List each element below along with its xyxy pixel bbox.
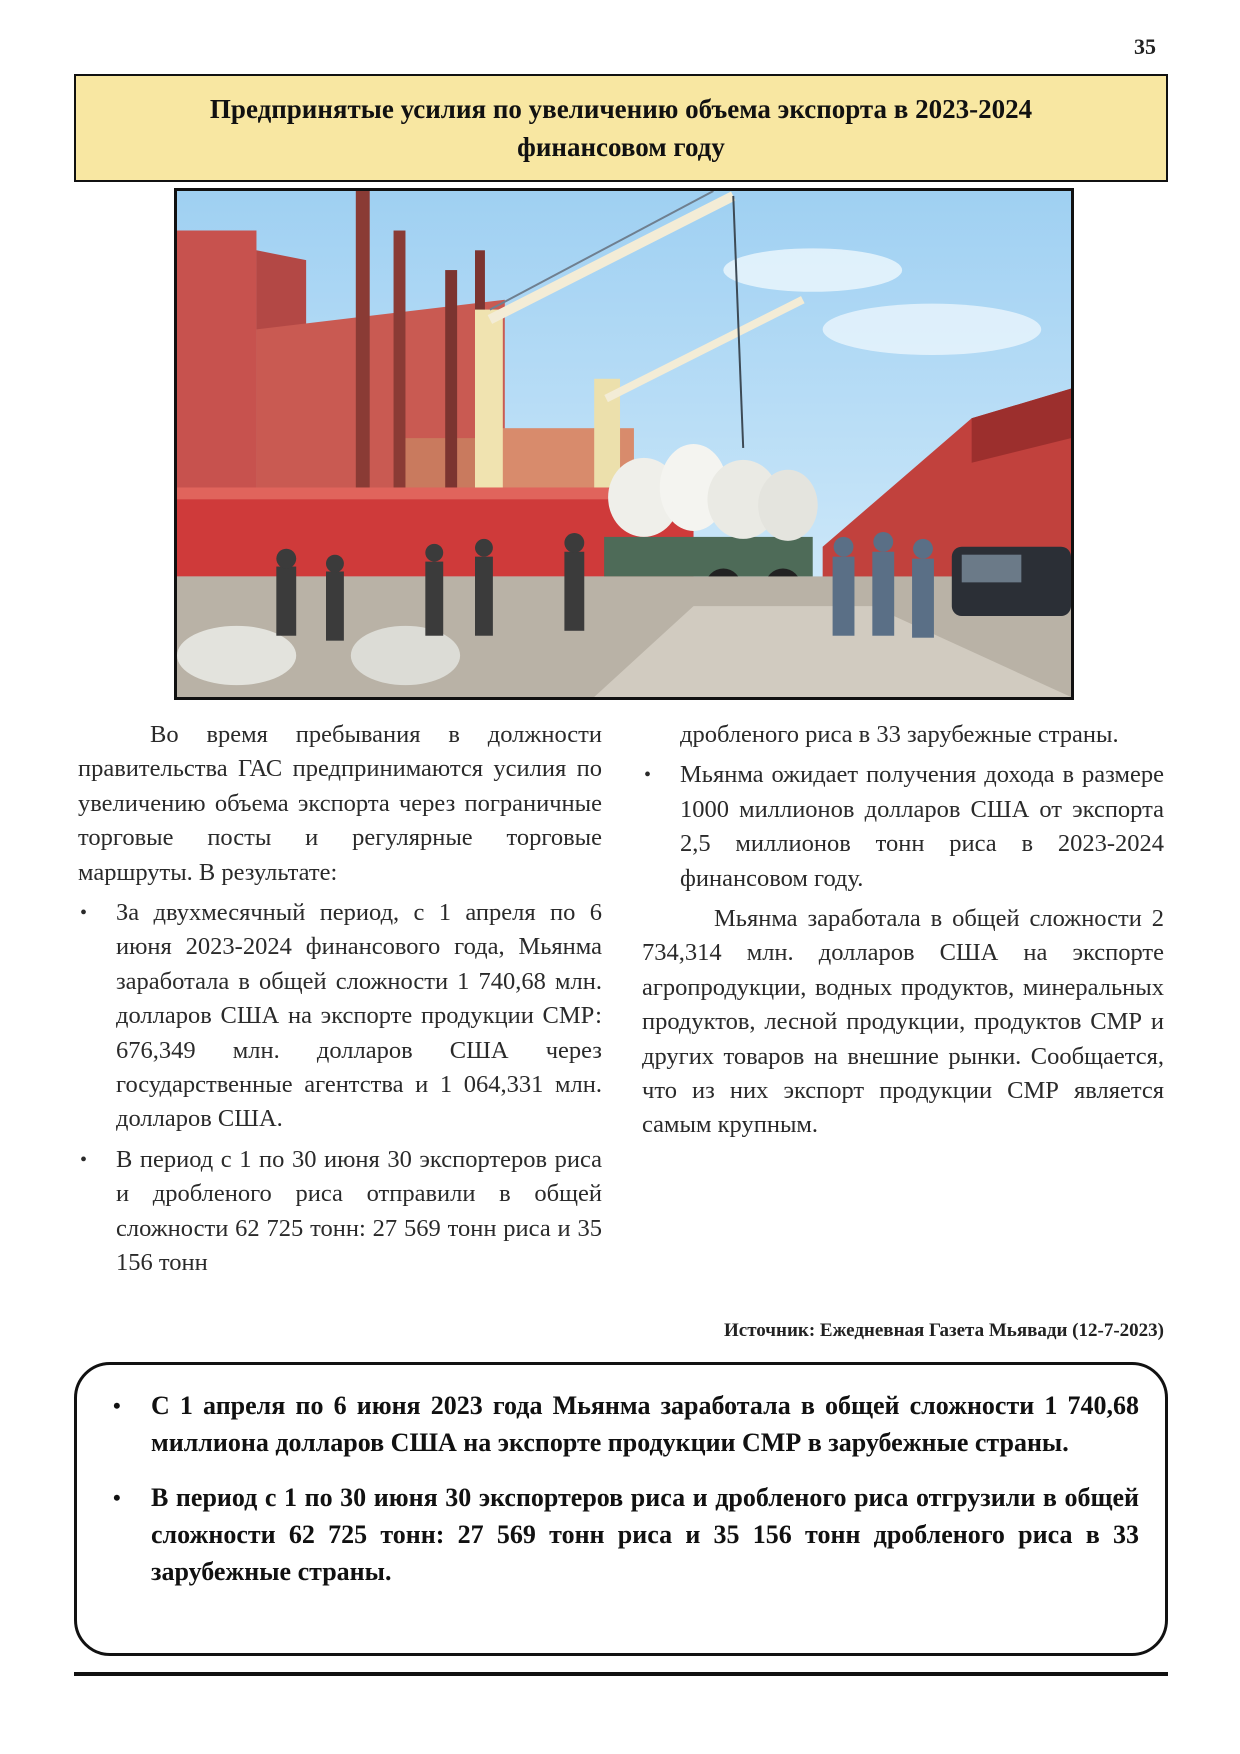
left-bullet-list xyxy=(78,896,602,1280)
title-banner xyxy=(74,74,1168,182)
list-item xyxy=(107,1387,1139,1461)
summary-list xyxy=(107,1387,1139,1590)
list-item-text: В период с 1 по 30 июня 30 экспортеров риса и дробленого риса отгрузили в общей сложности 62 725 тонн: 27 569 тонн риса и 35 156 тонн дробленого риса в 33 зарубежные страны. xyxy=(151,1483,1139,1586)
photo-illustration xyxy=(177,191,1071,697)
list-item-text: В период с 1 по 30 июня 30 экспортеров риса и дробленого риса отправили в общей сложности 62 725 тонн: 27 569 тонн риса и 35 156 тонн xyxy=(116,1145,602,1277)
summary-paragraph: Мьянма заработала в общей сложности 2 734,314 млн. долларов США на экспорте агропродукции, водных продуктов, минеральных продуктов, лесной продукции, продуктов СМР и других товаров на внешние рынки. Сообщается, что из них экспорт продукции СМР является самым крупным. xyxy=(642,905,1164,1139)
list-item xyxy=(642,758,1164,896)
port-loading-photo xyxy=(174,188,1074,700)
summary-box xyxy=(74,1362,1168,1656)
list-item-text: За двухмесячный период, с 1 апреля по 6 июня 2023-2024 финансового года, Мьянма заработала в общей сложности 1 740,68 млн. долларов США на экспорте продукции СМР: 676,349 млн. долларов США через государственные агентства и 1 064,331 млн. долларов США. xyxy=(116,899,602,1133)
list-item-text: Мьянма ожидает получения дохода в размере 1000 миллионов долларов США от экспорта 2,5 миллионов тонн риса в 2023-2024 финансовом году. xyxy=(680,761,1164,892)
intro-paragraph: Во время пребывания в должности правительства ГАС предпринимаются усилия по увеличению объема экспорта через пограничные торговые посты и регулярные торговые маршруты. В результате: xyxy=(78,721,602,886)
left-text-column xyxy=(78,718,602,1281)
bullet-icon: • xyxy=(113,1393,121,1418)
list-item xyxy=(78,1143,602,1281)
bullet-icon: • xyxy=(80,902,88,925)
bullet-icon: • xyxy=(80,1148,88,1171)
list-item-text: С 1 апреля по 6 июня 2023 года Мьянма заработала в общей сложности 1 740,68 миллиона долларов США на экспорте продукции СМР в зарубежные страны. xyxy=(151,1391,1139,1457)
list-item xyxy=(78,896,602,1137)
list-item-continuation: дробленого риса в 33 зарубежные страны. xyxy=(680,721,1119,748)
list-item xyxy=(107,1479,1139,1590)
source-citation: Источник: Ежедневная Газета Мьявади (12-7-2023) xyxy=(724,1320,1164,1341)
bullet-icon: • xyxy=(113,1485,121,1510)
right-text-column xyxy=(642,718,1164,1143)
right-bullet-list xyxy=(642,758,1164,896)
page-title: Предпринятые усилия по увеличению объема экспорта в 2023-2024 финансовом году xyxy=(209,94,1033,162)
page-number: 35 xyxy=(1134,34,1156,59)
bullet-icon: • xyxy=(644,764,652,787)
footer-rule xyxy=(74,1672,1168,1676)
